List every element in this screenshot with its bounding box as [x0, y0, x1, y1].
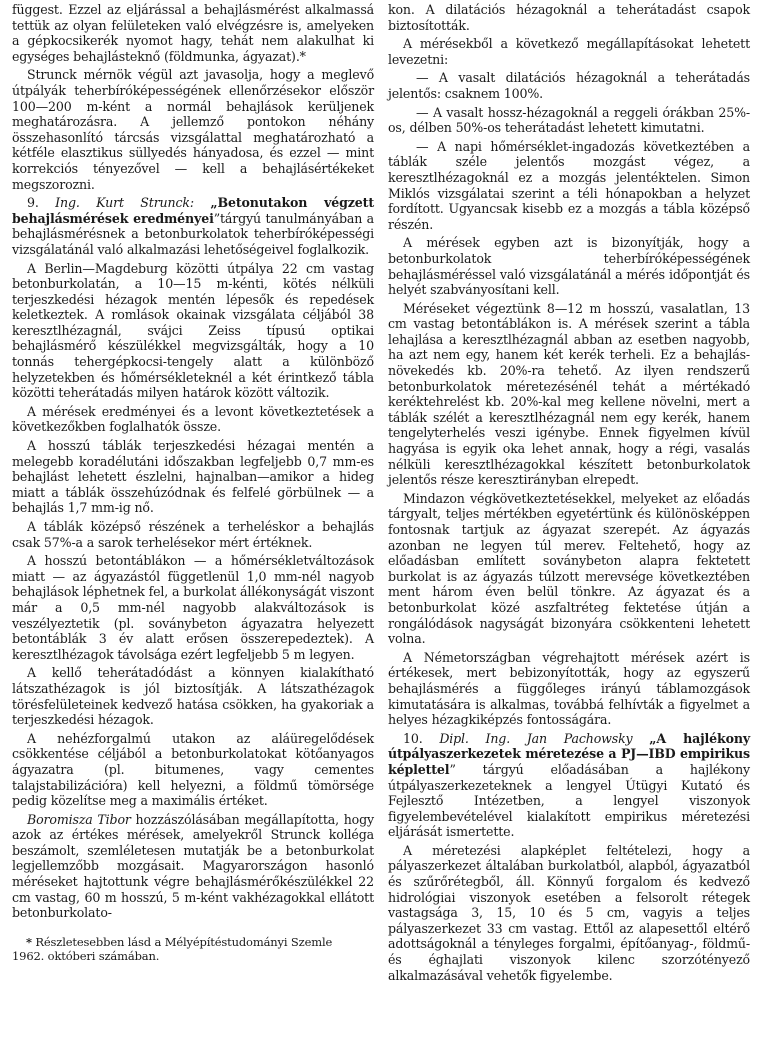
- paragraph: [388, 491, 750, 647]
- text-run: A kellő teherátadódást a könnyen kialakítható látszathézagok is jól biztosítják. A látszathézagok törésfelületeinek kedvező hatása csökken, ha gyakoriak a terjeszkedési hézagok.: [12, 665, 374, 728]
- paragraph: [12, 665, 374, 727]
- text-run: A hosszú betontáblákon — a hőmérsékletváltozások miatt — az ágyazástól függetlenül 1,0 mm-nél nagyob behajlások léphetnek fel, a burkolat állékonyságát viszont már a 0,5 mm-nél nagyobb alakváltozások is veszélyeztetik (pl. soványbeton ágyazatra helyezett betontáblák 3 év alatt erősen összerepedeztek). A keresztlhézagok távolsága ezért legfeljebb 5 m legyen.: [12, 553, 374, 662]
- text-run: — A vasalt dilatációs hézagoknál a teherátadás jelentős: csaknem 100%.: [388, 70, 750, 101]
- paragraph: [388, 105, 750, 136]
- right-column-text: [388, 2, 750, 983]
- text-run: — A napi hőmérséklet-ingadozás következtében a táblák széle jelentős mozgást végez, a keresztlhézagoknál ez a mozgás jelentéktelen. Simon Miklós vizsgálatai szerint a téli hónapokban a helyzet fordított. Ugyancsak kisebb ez a mozgás a tábla középső részén.: [388, 138, 750, 232]
- footnote: [12, 935, 374, 963]
- author-name: Dipl. Ing. Jan Pachowsky: [439, 730, 633, 746]
- text-run: A méretezési alapképlet feltételezi, hogy a pályaszerkezet általában burkolatból, alapból, ágyazatból és szűrőrétegből, áll. Könnyű forgalom és kedvező hidrológiai viszonyok esetében a felsorolt rétegek vastagsága 3, 15, 10 és 5 cm, vagyis a teljes pályaszerkezet 33 cm vastag. Ettől az alapesettől eltérő adottságoknál a tényleges forgalmi, építőanyag-, földmű- és éghajlati viszonyok kilenc szorzótényező alkalmazásával vehetők figyelembe.: [388, 842, 750, 983]
- text-run: Méréseket végeztünk 8—12 m hosszú, vasalatlan, 13 cm vastag betontáblákon is. A mérések szerint a tábla lehajlása a keresztlhézagnál abban az esetben nagyobb, ha azt nem egy, hanem két kerék terheli. Ez a behajlás-növekedés kb. 20%-ra tehető. Az ilyen rendszerű betonburkolatok méretezésénél tehát a mértékadó keréktehrelést kb. 20%-kal meg kellene növelni, mert a táblák szélét a keresztlhézagnál nem egy kerék, hanem tengelyterhelés veszi igénybe. Ennek figyelmen kívül hagyása is egyik oka lehet annak, hogy a régi, vasalás nélküli keresztlhézagokkal készített betonburkolatok jelentős része keresztirányban elrepedt.: [388, 300, 750, 488]
- text-run: kon. A dilatációs hézagoknál a teherátadást csapok biztosították.: [388, 2, 750, 33]
- text-run: ”tárgyú tanulmányában a behajlásmérésnek a betonburkolatok teherbíróképességi vizsgálatánál való alkalmazási lehetőségeivel foglalkozik.: [12, 210, 374, 257]
- paragraph: [388, 650, 750, 728]
- paragraph: [12, 553, 374, 662]
- left-column-text: [12, 2, 374, 921]
- paragraph: [388, 70, 750, 101]
- paper-title: „A hajlékony útpályaszerkezetek méretezése a PJ—IBD empirikus képlettel: [388, 730, 751, 777]
- text-run: hozzászólásában megállapította, hogy azok az értékes mérések, amelyekről Strunck kolléga beszámolt, szemléletesen mutatják be a betonburkolat legjellemzőbb mozgásait. Magyarországon hasonló méréseket hajtottunk végre behajlásmérőkészülékkel 22 cm vastag, 60 m hosszú, 5 m-ként vakhézagokkal ellátott betonburkolato-: [12, 811, 374, 921]
- text-run: függest. Ezzel az eljárással a behajlásmérést alkalmassá tettük az olyan felületeken való elvégzésre is, amelyeken a gépkocsikerék nyomot hagy, tehát nem alakulhat ki egységes behajlásteknő (földmunka, ágyazat).*: [12, 2, 374, 64]
- paragraph: [12, 261, 374, 401]
- text-run: ” tárgyú előadásában a hajlékony útpályaszerkezeteknek a lengyel Útügyi Kutató és Fejlesztő Intézetben, a lengyel viszonyok figyelembevételével kialakított empirikus méretezési eljárását ismertette.: [388, 761, 750, 840]
- paragraph: [12, 195, 374, 257]
- paragraph: [12, 519, 374, 550]
- text-run: [633, 731, 650, 746]
- right-column: [388, 2, 750, 986]
- footnote-mark: *: [26, 934, 32, 949]
- footnote-text: Részletesebben lásd a Mélyépítéstudományi Szemle 1962. októberi számában.: [12, 934, 333, 963]
- text-run: A mérések egyben azt is bizonyítják, hogy a betonburkolatok teherbíróképességének behajlásméréssel való vizsgálatánál a mérés időpontját és helyét szabványosítani kell.: [388, 235, 750, 298]
- paragraph: [12, 2, 374, 64]
- paragraph: [12, 731, 374, 809]
- two-column-layout: [12, 2, 750, 986]
- paragraph: [388, 843, 750, 983]
- text-run: A táblák középső részének a terheléskor a behajlás csak 57%-a a sarok terhelésekor mért értéknek.: [12, 519, 374, 550]
- paragraph: [12, 404, 374, 435]
- text-run: 10.: [403, 730, 440, 746]
- paragraph: [12, 67, 374, 192]
- paragraph: [388, 301, 750, 488]
- text-run: A Berlin—Magdeburg közötti útpálya 22 cm vastag betonburkolatán, a 10—15 m-kénti, kötés nélküli terjeszkedési hézagok mentén lépesők és repedések keletkeztek. A romlások okainak vizsgálata céljából 38 keresztlhézagnál, svájci Zeiss típusú optikai behajlásmérő készülékkel megvizsgálták, hogy a 10 tonnás tehergépkocsi-tengely alatt a különböző helyzetekben és hőmérsékleteknél a két érintkező tábla közötti teherátadás milyen határok között változik.: [12, 260, 374, 401]
- text-run: — A vasalt hossz-hézagoknál a reggeli órákban 25%-os, délben 50%-os teherátadást lehetett kimutatni.: [388, 104, 750, 136]
- paragraph: [12, 438, 374, 516]
- paragraph: [12, 812, 374, 921]
- text-run: A nehézforgalmú utakon az aláüregelődések csökkentése céljából a betonburkolatokat kötőanyagos ágyazatra (pl. bitumenes, vagy cementes talajstabilizációra) kell helyezni, a földmű tömörsége pedig közelítse meg a maximális értéket.: [12, 730, 374, 809]
- paragraph: [388, 2, 750, 33]
- text-run: Mindazon végkövetkeztetésekkel, melyeket az előadás tárgyalt, teljes mértékben egyetértünk és különösképpen fontosnak tartjuk az ágyazat szerepét. Az ágyazás azonban ne legyen túl merev. Feltehető, hogy az előadásban említett soványbeton alapra fektetett burkolat is az ágyazás túlzott merevsége következtében ment három éven belül tönkre. Az ágyazat és a betonburkolat közé aszfaltréteg fektetése útján a rongálódások nagyságát bizonyára csökkenteni lehetett volna.: [388, 490, 750, 647]
- text-run: Strunck mérnök végül azt javasolja, hogy a meglevő útpályák teherbíróképességének ellenőrzésekor először 100—200 m-ként a normál behajlások kerüljenek meghatározásra. A jellemző pontokon néhány összehasonlító tárcsás vizsgálattal meghatározható a kétféle elasztikus süllyedés hányadosa, és ezzel — mint korrekciós tényezővel — kell a behajlásértékeket megszorozni.: [12, 67, 374, 192]
- text-run: A Németországban végrehajtott mérések azért is értékesek, mert bebizonyították, hogy az egyszerű behajlásmérés a függőleges irányú táblamozgások kimutatására is alkalmas, továbbá felhívták a figyelmet a helyes hézagkiképzés fontosságára.: [388, 649, 750, 728]
- text-run: A hosszú táblák terjeszkedési hézagai mentén a melegebb koradélutáni időszakban legfeljebb 0,7 mm-es behajlást lehetett észlelni, hajnalban—amikor a hideg miatt a táblák összehúzódnak és felfelé görbülnek — a behajlás 1,7 mm-ig nő.: [12, 438, 374, 516]
- paragraph: [388, 731, 750, 840]
- text-run: [194, 195, 210, 210]
- left-column: [12, 2, 374, 986]
- paragraph: [388, 235, 750, 297]
- author-name: Ing. Kurt Strunck:: [55, 195, 194, 211]
- paragraph: [388, 36, 750, 67]
- author-name: Boromisza Tibor: [27, 811, 131, 827]
- text-run: A mérések eredményei és a levont következtetések a következőkben foglalhatók össze.: [12, 403, 374, 435]
- text-run: A mérésekből a következő megállapításokat lehetett levezetni:: [388, 36, 750, 67]
- text-run: 9.: [27, 195, 56, 211]
- paragraph: [388, 139, 750, 233]
- paper-title: „Betonutakon végzett behajlásmérések eredményei: [12, 195, 374, 226]
